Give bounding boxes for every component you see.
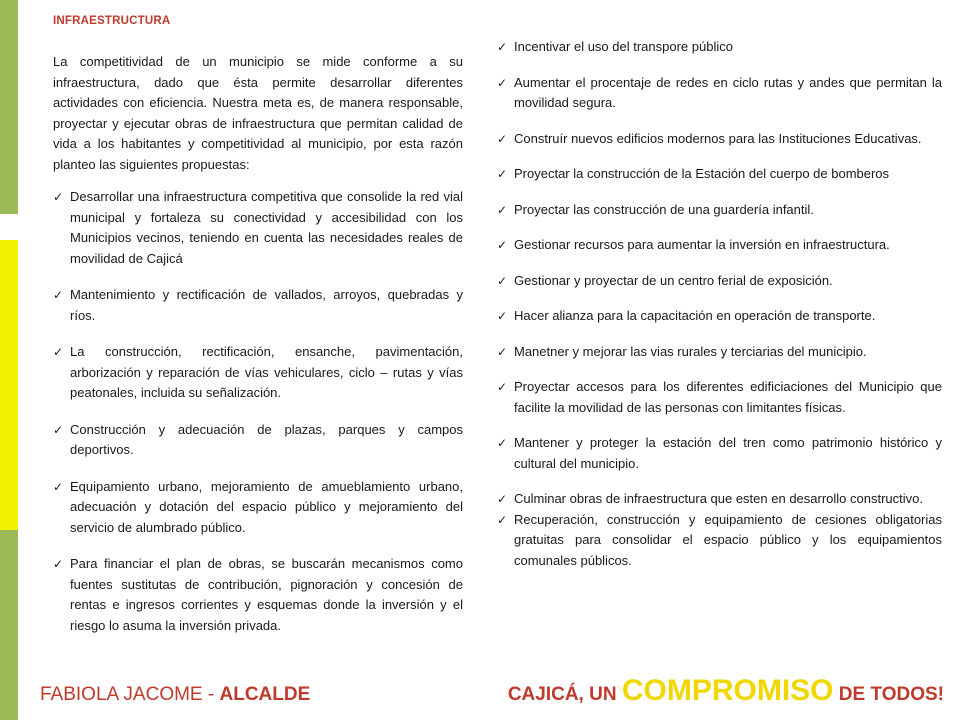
list-item: ✓ Proyectar las construcción de una guardería infantil. (497, 200, 942, 221)
left-band-green-bottom (0, 530, 18, 720)
section-heading: INFRAESTRUCTURA (53, 15, 171, 27)
left-band-yellow (0, 240, 18, 530)
list-item: ✓ Gestionar y proyectar de un centro ferial de exposición. (497, 271, 942, 292)
checkmark-icon: ✓ (53, 557, 64, 571)
list-item: ✓ Desarrollar una infraestructura competitiva que consolide la red vial municipal y fortaleza su conectividad y accesibilidad con los Municipios vecinos, teniendo en cuenta las necesidades reales de movilidad de Cajicá (53, 189, 463, 266)
list-item: ✓ Mantenimiento y rectificación de vallados, arroyos, quebradas y ríos. (53, 287, 463, 323)
checkmark-icon: ✓ (497, 344, 508, 359)
slogan-highlight: COMPROMISO (621, 674, 834, 707)
checkmark-icon: ✓ (53, 288, 64, 302)
checkmark-icon: ✓ (497, 75, 508, 90)
checkmark-icon: ✓ (53, 190, 64, 204)
checkmark-icon: ✓ (497, 380, 508, 394)
checkmark-icon: ✓ (497, 131, 508, 146)
checkmark-icon: ✓ (497, 238, 508, 252)
left-band-gap (0, 214, 18, 240)
intro-paragraph: La competitividad de un municipio se mide conforme a su infraestructura, dado que ésta permite desarrollar diferentes actividades con eficiencia. Nuestra meta es, de manera responsable, proyectar y ejecutar obras de infraestructura que permitan calidad de vida a los habitantes y competitividad al municipio, por esta razón planteo las siguientes propuestas: (53, 54, 463, 172)
checkmark-icon: ✓ (497, 202, 508, 217)
checkmark-icon: ✓ (53, 479, 64, 494)
list-item: ✓ Construír nuevos edificios modernos para las Instituciones Educativas. (497, 129, 942, 150)
checkmark-icon: ✓ (497, 167, 508, 181)
checkmark-icon: ✓ (53, 345, 64, 359)
checkmark-icon: ✓ (497, 492, 508, 506)
checkmark-icon: ✓ (497, 273, 508, 288)
checkmark-icon: ✓ (497, 309, 508, 323)
list-item: ✓ Proyectar accesos para los diferentes edificiaciones del Municipio que facilite la movilidad de las personas con limitantes físicas. (497, 379, 942, 415)
right-proposal-list (497, 37, 942, 586)
list-item: ✓ Incentivar el uso del transpore público (497, 37, 942, 58)
list-item: ✓ La construcción, rectificación, ensanche, pavimentación, arborización y reparación de vías vehiculares, ciclo – rutas y vías peatonales, incluida su señalización. (53, 344, 463, 400)
list-item: ✓ Culminar obras de infraestructura que esten en desarrollo constructivo. (497, 489, 942, 510)
checkmark-icon: ✓ (497, 436, 508, 450)
slogan-end: DE TODOS! (833, 684, 944, 705)
list-item: ✓ Mantener y proteger la estación del tren como patrimonio histórico y cultural del municipio. (497, 435, 942, 471)
list-item: ✓ Para financiar el plan de obras, se buscarán mecanismos como fuentes sustitutas de contribución, pignoración y concesión de rentas e ingresos corrientes y esquemas donde la inversión y el riesgo lo asuma la inversión privada. (53, 556, 463, 633)
list-item: ✓ Construcción y adecuación de plazas, parques y campos deportivos. (53, 421, 463, 457)
list-item: ✓ Equipamiento urbano, mejoramiento de amueblamiento urbano, adecuación y dotación del espacio público y mejoramiento del servicio de alumbrado público. (53, 478, 463, 535)
checkmark-icon: ✓ (53, 422, 64, 437)
footer-candidate (40, 684, 310, 706)
left-band-green-top (0, 0, 18, 214)
candidate-role: ALCALDE (219, 684, 311, 705)
list-item: ✓ Manetner y mejorar las vias rurales y terciarias del municipio. (497, 342, 942, 363)
checkmark-icon: ✓ (497, 512, 508, 527)
list-item: ✓ Aumentar el procentaje de redes en ciclo rutas y andes que permitan la movilidad segura. (497, 74, 942, 110)
list-item: ✓ Hacer alianza para la capacitación en operación de transporte. (497, 306, 942, 327)
list-item: ✓ Recuperación, construcción y equipamiento de cesiones obligatorias gratuitas para consolidar el espacio público y los equipamientos comunales públicos. (497, 511, 942, 568)
checkmark-icon: ✓ (497, 40, 508, 54)
list-item: ✓ Proyectar la construcción de la Estación del cuerpo de bomberos (497, 164, 942, 185)
slogan-start: CAJICÁ, UN (507, 684, 622, 705)
footer-slogan (508, 674, 944, 708)
list-item: ✓ Gestionar recursos para aumentar la inversión en infraestructura. (497, 235, 942, 256)
left-proposal-list (53, 187, 463, 652)
candidate-name: FABIOLA JACOME - (40, 684, 220, 705)
